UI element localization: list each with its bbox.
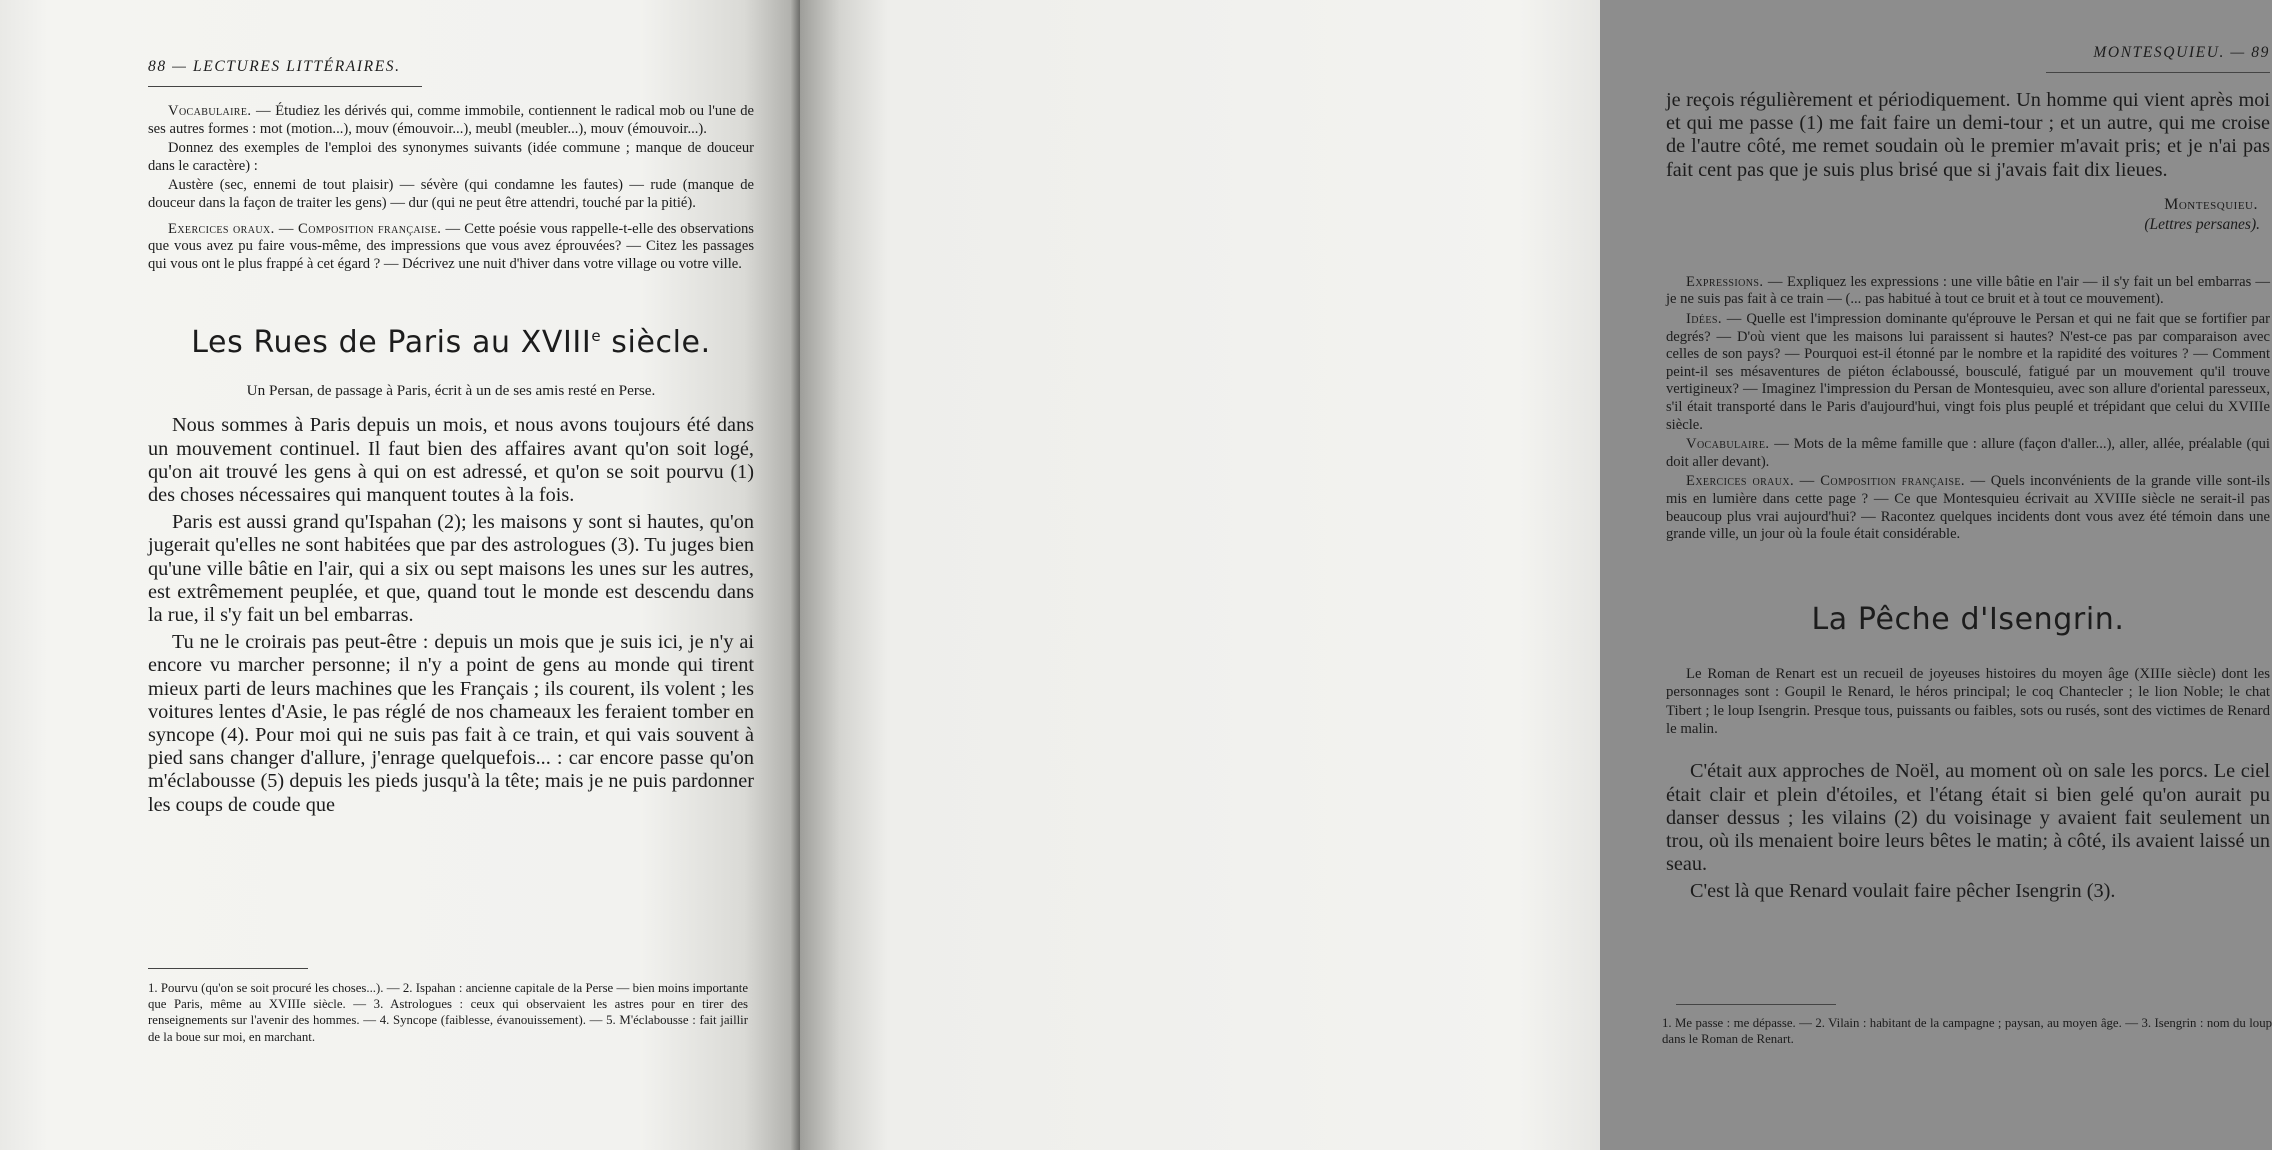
right-oral-exercises-label: Exercices oraux. — Composition française. — (1686, 473, 1986, 490)
ideas-text: Quelle est l'impression dominante qu'éprouve le Persan et qui ne fait que se fortifier par degrés? — D'où vient que les maisons lui paraissent si hautes? N'est-ce pas par comparaison avec celles de son pays? — Pourquoi est-il étonné par le nombre et la rapidité des voitures ? — Comment peint-il ses mésaventures de piéton éclaboussé, bousculé, fatigué par un mouvement qu'il trouve vertigineux? — Imaginez l'impression du Persan de Montesquieu, avec son allure d'oriental paresseux, s'il était transporté dans le Paris d'aujourd'hui, vingt fois plus peuplé et trépidant que celui du XVIIIe siècle. (1666, 311, 2270, 433)
ideas-exercise (1666, 311, 2270, 434)
chapter-title-end: siècle. (601, 325, 711, 361)
vocabulary-label: Vocabulaire. — (168, 103, 272, 119)
chapter-title-main: Les Rues de Paris au XVIII (191, 325, 592, 361)
author-signature: Montesquieu. (2164, 195, 2258, 213)
oral-exercises-text: Cette poésie vous rappelle-t-elle des observations que vous avez pu faire vous-même, des impressions que vous avez éprouvées? — Citez les passages qui vous ont le plus frappé à cet égard ? — Décrivez une nuit d'hiver dans votre village ou votre ville. (148, 220, 754, 272)
oral-exercises (148, 221, 754, 274)
expressions-label: Expressions. — (1686, 273, 1783, 290)
synonyms-list: Austère (sec, ennemi de tout plaisir) — sévère (qui condamne les fautes) — rude (manque de douceur dans la façon de traiter les gens) — dur (qui ne peut être attendri, touché par la pitié). (148, 177, 754, 211)
vocabulary-exercise (148, 103, 754, 138)
chapter-title-sup: e (591, 327, 602, 346)
footnote-rule (148, 968, 308, 969)
right-running-head: MONTESQUIEU. — 89 (2046, 44, 2270, 73)
right-vocabulary-label: Vocabulaire. — (1686, 436, 1790, 453)
right-vocabulary-text: Mots de la même famille que : allure (façon d'aller...), aller, allée, préalable (qui doit aller devant). (1666, 436, 2270, 470)
oral-exercises-label: Exercices oraux. — Composition française. — (168, 220, 461, 237)
right-footnote-rule (1676, 1004, 1836, 1005)
right-footnotes: 1. Me passe : me dépasse. — 2. Vilain : habitant de la campagne ; paysan, au moyen âge. — 3. Isengrin : nom du loup dans le Roman de Renart. (1662, 1016, 2272, 1047)
body-paragraph-3: Tu ne le croirais pas peut-être : depuis un mois que je suis ici, je n'y ai encore vu marcher personne; il n'y a point de gens au monde qui tirent mieux parti de leurs machines que les Français ; ils courent, ils volent ; les voitures lentes d'Asie, le pas réglé de nos chameaux les feraient tomber en syncope (4). Pour moi qui ne suis pas fait à ce train, et qui vais souvent à pied sans changer d'allure, j'enrage quelquefois... : car encore passe qu'on m'éclabousse (5) depuis les pieds jusqu'à la tête; mais je ne puis pardonner les coups de coude que (148, 631, 754, 816)
left-footnotes: 1. Pourvu (qu'on se soit procuré les choses...). — 2. Ispahan : ancienne capitale de la Perse — bien moins importante que Paris, même au XVIIIe siècle. — 3. Astrologues : ceux qui observaient les astres pour en tirer des renseignements sur l'avenir des hommes. — 4. Syncope (faiblesse, évanouissement). — 5. M'éclabousse : fait jaillir de la boue sur moi, en marchant. (148, 981, 748, 1044)
expressions-exercise (1666, 274, 2270, 309)
body-paragraph-1: Nous sommes à Paris depuis un mois, et nous avons toujours été dans un mouvement continuel. Il faut bien des affaires avant qu'on soit logé, qu'on ait trouvé les gens à qui on est adressé, et qu'on se soit pourvu (1) des choses nécessaires qui manquent toutes à la fois. (148, 414, 754, 506)
expressions-text: Expliquez les expressions : une ville bâtie en l'air — il s'y fait un bel embarras — je ne suis pas fait à ce train — (... pas habitué à tout ce bruit et à tout ce mouvement). (1666, 273, 2270, 308)
left-page (0, 0, 800, 1150)
second-body-paragraph-2: C'est là que Renard voulait faire pêcher Isengrin (3). (1690, 880, 2116, 903)
second-chapter-intro: Le Roman de Renart est un recueil de joyeuses histoires du moyen âge (XIIIe siècle) dont les personnages sont : Goupil le Renard, le héros principal; le coq Chantecler ; le lion Noble; le chat Tibert ; le loup Isengrin. Presque tous, puissants ou faibles, sots ou rusés, sont des victimes de Renard le malin. (1666, 665, 2270, 737)
right-oral-exercises (1666, 473, 2270, 543)
synonyms-instruction: Donnez des exemples de l'emploi des synonymes suivants (idée commune ; manque de douceur dans le caractère) : (148, 140, 754, 174)
work-title: (Lettres persanes). (2144, 215, 2260, 233)
ideas-label: Idées. — (1686, 311, 1742, 327)
left-running-head: 88 — LECTURES LITTÉRAIRES. (148, 58, 422, 87)
second-chapter-title: La Pêche d'Isengrin. (1811, 601, 2125, 637)
second-body-paragraph-1: C'était aux approches de Noël, au moment où on sale les porcs. Le ciel était clair et plein d'étoiles, et l'étang était si bien gelé qu'on aurait pu danser dessus ; les vilains (2) du voisinage y avaient fait seulement un trou, où ils menaient boire leurs bêtes le matin; à côté, ils avaient laissé un seau. (1666, 760, 2270, 876)
left-page-content (148, 58, 754, 821)
chapter-title (148, 325, 754, 360)
vocabulary-text: Étudiez les dérivés qui, comme immobile, contiennent le radical mob ou l'une de ses autres formes : mot (motion...), mouv (émouvoir...), meubl (meubler...), mouv (émouvoir...). (148, 103, 754, 137)
body-paragraph-2: Paris est aussi grand qu'Ispahan (2); les maisons y sont si hautes, qu'on jugerait qu'elles ne sont habitées que par des astrologues (3). Tu juges bien qu'une ville bâtie en l'air, qui a six ou sept maisons les unes sur les autres, est extrêmement peuplée, et que, quand tout le monde est descendu dans la rue, il s'y fait un bel embarras. (148, 511, 754, 626)
continued-paragraph: je reçois régulièrement et périodiquement. Un homme qui vient après moi et qui me passe (1) me fait faire un demi-tour ; et un autre, qui me croise de l'autre côté, me remet soudain où le premier m'avait pris; et je n'ai pas fait cent pas que je suis plus brisé que si j'avais fait dix lieues. (1666, 89, 2270, 181)
right-page-content (1666, 44, 2270, 908)
right-vocabulary-exercise (1666, 436, 2270, 471)
right-oral-exercises-text: Quels inconvénients de la grande ville sont-ils mis en lumière dans cette page ? — Ce que Montesquieu écrivait au XVIIIe siècle ne serait-il pas beaucoup plus vrai aujourd'hui? — Racontez quelques incidents dont vous avez été témoin dans une grande ville, un jour où la foule était considérable. (1666, 473, 2271, 543)
right-page (800, 0, 2272, 1150)
chapter-intro: Un Persan, de passage à Paris, écrit à un de ses amis resté en Perse. (246, 382, 656, 400)
